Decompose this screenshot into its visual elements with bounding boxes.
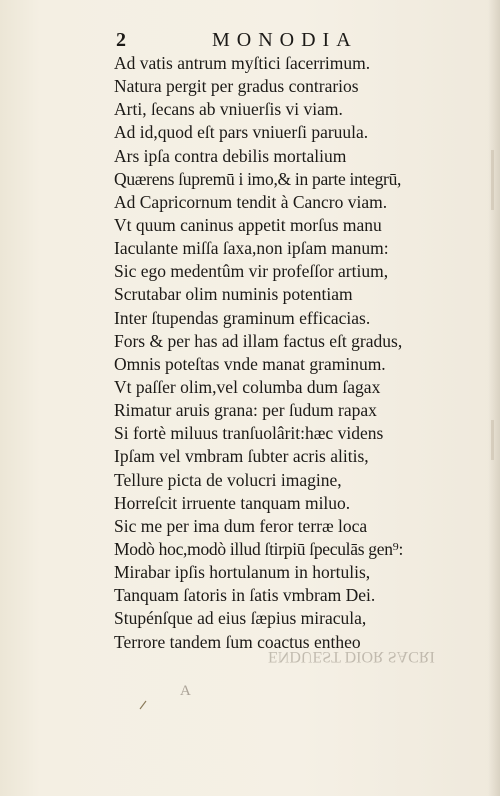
verse-line: Iaculante miſſa ſaxa,non ipſam manum: [114,238,389,259]
verse-line: Ad vatis antrum myſtici ſacerrimum. [114,53,371,73]
running-title: MONODIA [212,29,358,51]
verse-line: Stupénſque ad eius ſæpius miracula, [114,608,367,629]
page-header [116,28,480,52]
verse-line: Omnis poteſtas vnde manat graminum. [114,353,386,374]
verse-line: Ipſam vel vmbram ſubter acris alitis, [114,446,369,467]
verse-line: Terrore tandem ſum coactus entheo [114,631,361,652]
verse-line: Tellure picta de volucri imagine, [114,469,342,490]
verse-line: Ad Capricornum tendit à Cancro viam. [114,191,388,212]
verse-text [114,52,496,654]
verse-line: Ad id,quod eſt pars vniuerſi paruula. [114,122,369,143]
verse-line: Scrutabar olim numinis potentiam [114,284,353,305]
page-number: 2 [116,29,126,51]
verse-line: Vt quum caninus appetit morſus manu [114,214,382,235]
verse-line: Vt paſſer olim,vel columba dum ſagax [114,376,381,397]
verse-line: Quærens ſupremū i imo,& in parte integrū, [114,168,402,189]
verse-line: Natura pergit per gradus contrarios [114,76,359,97]
verse-line: Fors & per has ad illam factus eſt gradus, [114,330,403,351]
verse-line: Modò hoc,modò illud ſtirpiū ſpeculās gen⁹: [114,538,404,559]
show-through-text: ENDUEST DIOR SACRI [268,648,435,665]
verse-line: Horreſcit irruente tanquam miluo. [114,492,351,513]
signature-mark: A [180,683,191,699]
verse-line: Ars ipſa contra debilis mortalium [114,145,347,166]
verse-line: Tanquam ſatoris in ſatis vmbram Dei. [114,585,376,606]
verse-line: Si fortè miluus tranſuolârit:hæc videns [114,423,384,444]
verse-line: Sic me per ima dum feror terræ loca [114,515,368,536]
pen-stroke-mark [138,700,148,710]
verse-line: Inter ſtupendas graminum efficacias. [114,307,371,328]
verse-line: Arti, ſecans ab vniuerſis vi viam. [114,99,343,120]
verse-line: Mirabar ipſis hortulanum in hortulis, [114,562,371,583]
verse-line: Sic ego medentûm vir profeſſor artium, [114,261,389,282]
verse-line: Rimatur aruis grana: per ſudum rapax [114,400,377,421]
